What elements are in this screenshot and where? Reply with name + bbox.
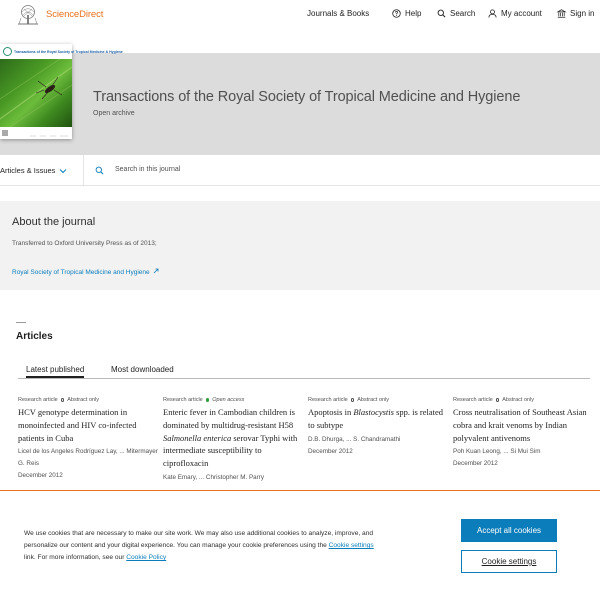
my-account-label: My account xyxy=(501,9,542,18)
article-authors: Poh Kuan Leong, ... Si Mui Sim xyxy=(453,448,541,456)
cookie-settings-button[interactable]: Cookie settings xyxy=(461,550,557,573)
about-heading: About the journal xyxy=(12,216,96,228)
article-type: Research article xyxy=(18,397,58,403)
article-date: December 2012 xyxy=(453,460,498,468)
article-title-link[interactable]: HCV genotype determination in monoinfected and HIV co-infected patients in Cuba xyxy=(18,407,137,443)
cookie-policy-link[interactable]: Cookie Policy xyxy=(126,554,167,561)
my-account-link[interactable] xyxy=(488,9,542,18)
journals-books-link[interactable] xyxy=(307,9,369,18)
article-type: Research article xyxy=(308,397,348,403)
journal-search-icon[interactable] xyxy=(95,166,104,175)
article-title-link[interactable] xyxy=(163,406,303,470)
society-logo-icon xyxy=(3,47,12,56)
article-card xyxy=(18,397,158,482)
article-date: December 2012 xyxy=(18,472,63,480)
article-card xyxy=(453,397,593,470)
access-dot-icon xyxy=(496,398,500,402)
cookie-settings-link[interactable]: Cookie settings xyxy=(328,542,374,549)
cookie-text: We use cookies that are necessary to make our site work. We may also use additional cookies to analyze, improve, and personalize our content and your digital experience. You can manage your cookie preferences using the xyxy=(24,530,374,549)
article-access: Abstract only xyxy=(67,397,100,403)
article-type: Research article xyxy=(453,397,493,403)
search-label: Search xyxy=(450,9,476,18)
about-section xyxy=(0,201,600,290)
title-text: Enteric fever in Cambodian children is dominated by multidrug-resistant H58 xyxy=(163,407,295,430)
articles-heading: Articles xyxy=(16,331,53,342)
journal-search-input[interactable]: Search in this journal xyxy=(115,166,181,173)
title-italic-text: Blastocystis xyxy=(353,407,394,417)
tab-latest-published[interactable]: Latest published xyxy=(26,365,84,378)
institution-icon xyxy=(557,9,566,18)
access-dot-icon xyxy=(61,398,65,402)
article-meta xyxy=(18,397,158,403)
sciencedirect-logo[interactable]: ScienceDirect xyxy=(46,9,104,20)
articles-issues-dropdown[interactable] xyxy=(0,166,67,175)
cookie-text: link. For more information, see our xyxy=(24,554,127,561)
articles-issues-label: Articles & Issues xyxy=(0,166,56,175)
article-access: Abstract only xyxy=(502,397,535,403)
tab-most-downloaded[interactable]: Most downloaded xyxy=(111,365,174,374)
article-date: December 2012 xyxy=(308,447,353,455)
society-link[interactable] xyxy=(12,268,159,276)
article-meta xyxy=(453,397,593,403)
elsevier-tree-logo[interactable] xyxy=(15,4,41,26)
help-link[interactable] xyxy=(392,9,421,18)
cover-title: Transactions of the Royal Society of Tropical Medicine & Hygiene xyxy=(14,50,123,54)
cover-image xyxy=(0,59,72,127)
article-authors: Licel de los Angeles Rodríguez Lay, ... Mitermayer G. Reis xyxy=(18,448,158,468)
article-authors: D.B. Dhurga, ... S. Chandramathi xyxy=(308,435,401,443)
article-meta xyxy=(308,397,448,403)
sign-in-link[interactable] xyxy=(557,9,594,18)
article-type: Research article xyxy=(163,397,203,403)
chevron-down-icon xyxy=(59,168,67,174)
society-link-label: Royal Society of Tropical Medicine and Hygiene xyxy=(12,269,150,276)
article-access: Open access xyxy=(212,397,245,403)
article-access: Abstract only xyxy=(357,397,390,403)
about-description: Transferred to Oxford University Press as of 2013; xyxy=(12,240,157,247)
cover-header xyxy=(0,44,123,59)
access-dot-icon xyxy=(351,398,355,402)
help-label: Help xyxy=(405,9,422,18)
article-title-link[interactable]: Cross neutralisation of Southeast Asian cobra and krait venoms by Indian polyvalent antivenoms xyxy=(453,407,587,443)
title-text: serovar Typhi with intermediate susceptibility to ciprofloxacin xyxy=(163,432,298,469)
open-archive-label: Open archive xyxy=(93,110,135,117)
article-title-link[interactable] xyxy=(308,406,448,432)
sign-in-label: Sign in xyxy=(570,9,595,18)
search-link[interactable] xyxy=(437,9,475,18)
title-text: spp. is related to subtype xyxy=(308,407,444,430)
accept-all-cookies-button[interactable]: Accept all cookies xyxy=(461,519,557,542)
journals-books-label: Journals & Books xyxy=(307,9,370,18)
section-rule xyxy=(16,322,26,323)
article-card xyxy=(308,397,448,458)
insect-on-leaf-image xyxy=(0,59,72,127)
top-header xyxy=(0,0,600,52)
article-meta xyxy=(163,397,303,403)
journal-subnav xyxy=(0,155,600,186)
search-icon xyxy=(437,9,446,18)
external-link-icon xyxy=(153,268,159,274)
cover-footer xyxy=(0,127,72,139)
open-access-dot-icon xyxy=(206,398,210,402)
person-icon xyxy=(488,9,497,18)
help-icon xyxy=(392,9,401,18)
article-authors: Kate Emary, ... Christopher M. Parry xyxy=(163,473,265,481)
article-card xyxy=(163,397,303,484)
cookie-banner xyxy=(0,491,600,600)
articles-tabs xyxy=(18,364,590,379)
title-italic-text: Salmonella enterica xyxy=(163,432,232,443)
cookie-message xyxy=(24,528,384,564)
journal-title: Transactions of the Royal Society of Tropical Medicine and Hygiene xyxy=(93,89,521,105)
title-text: Apoptosis in xyxy=(308,407,354,417)
subnav-divider xyxy=(83,155,84,186)
